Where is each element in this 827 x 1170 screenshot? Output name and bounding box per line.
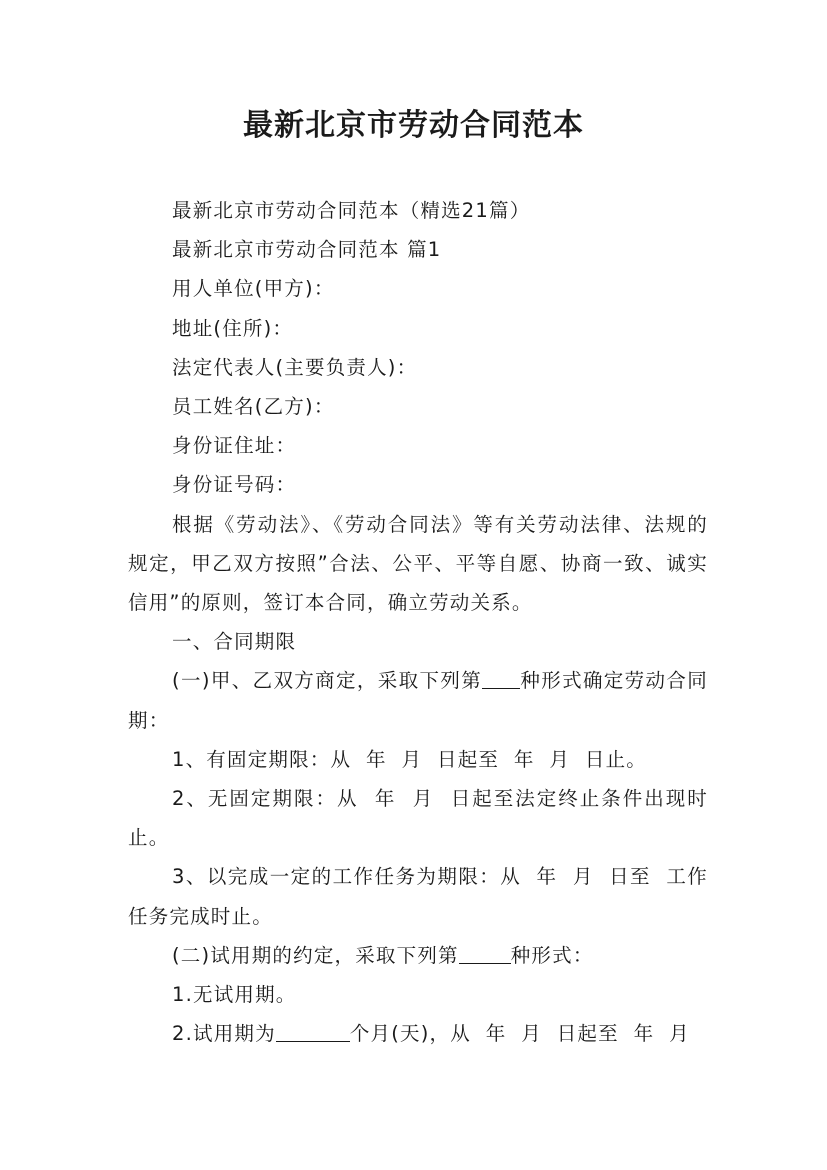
blank-underline [482, 669, 520, 690]
id-number-field-label: 身份证号码： [172, 473, 297, 497]
blank-underline [276, 1022, 350, 1043]
clause-contract-form-post: 种形式确定劳动合同期： [128, 669, 708, 732]
employee-name-field-label: 员工姓名(乙方)： [172, 395, 335, 419]
term-option-open: 2、无固定期限：从 年 月 日起至法定终止条件出现时止。 [128, 787, 708, 850]
probation-option-none: 1.无试用期。 [172, 983, 297, 1007]
document-title: 最新北京市劳动合同范本 [243, 108, 584, 143]
clause-contract-form-pre: (一)甲、乙双方商定，采取下列第 [172, 669, 483, 693]
employer-field-label: 用人单位(甲方)： [172, 277, 335, 301]
basis-paragraph: 根据《劳动法》、《劳动合同法》等有关劳动法律、法规的规定，甲乙双方按照”合法、公平、平等自愿、协商一致、诚实信用”的原则，签订本合同，确立劳动关系。 [128, 512, 708, 615]
probation-option-period-pre: 2.试用期为 [172, 1022, 276, 1046]
subtitle-line: 最新北京市劳动合同范本（精选21篇） [172, 199, 531, 222]
term-option-fixed: 1、有固定期限：从 年 月 日起至 年 月 日止。 [172, 747, 647, 771]
probation-option-period-post: 个月(天)，从 年 月 日起至 年 月 [349, 1022, 690, 1046]
legal-representative-field-label: 法定代表人(主要负责人)： [172, 355, 418, 379]
document-body [128, 191, 708, 1053]
term-option-task: 3、以完成一定的工作任务为期限：从 年 月 日至 工作任务完成时止。 [128, 865, 708, 928]
clause-contract-form [128, 661, 708, 739]
probation-option-period [128, 1014, 708, 1053]
id-address-field-label: 身份证住址： [172, 434, 297, 458]
section-contract-term: 一、合同期限 [172, 630, 297, 654]
blank-underline [459, 943, 511, 964]
clause-probation-form [128, 936, 708, 975]
clause-probation-form-pre: (二)试用期的约定，采取下列第 [172, 943, 459, 967]
clause-probation-form-post: 种形式： [510, 943, 594, 967]
address-field-label: 地址(住所)： [172, 316, 294, 340]
section-heading-part1: 最新北京市劳动合同范本 篇1 [172, 238, 442, 262]
